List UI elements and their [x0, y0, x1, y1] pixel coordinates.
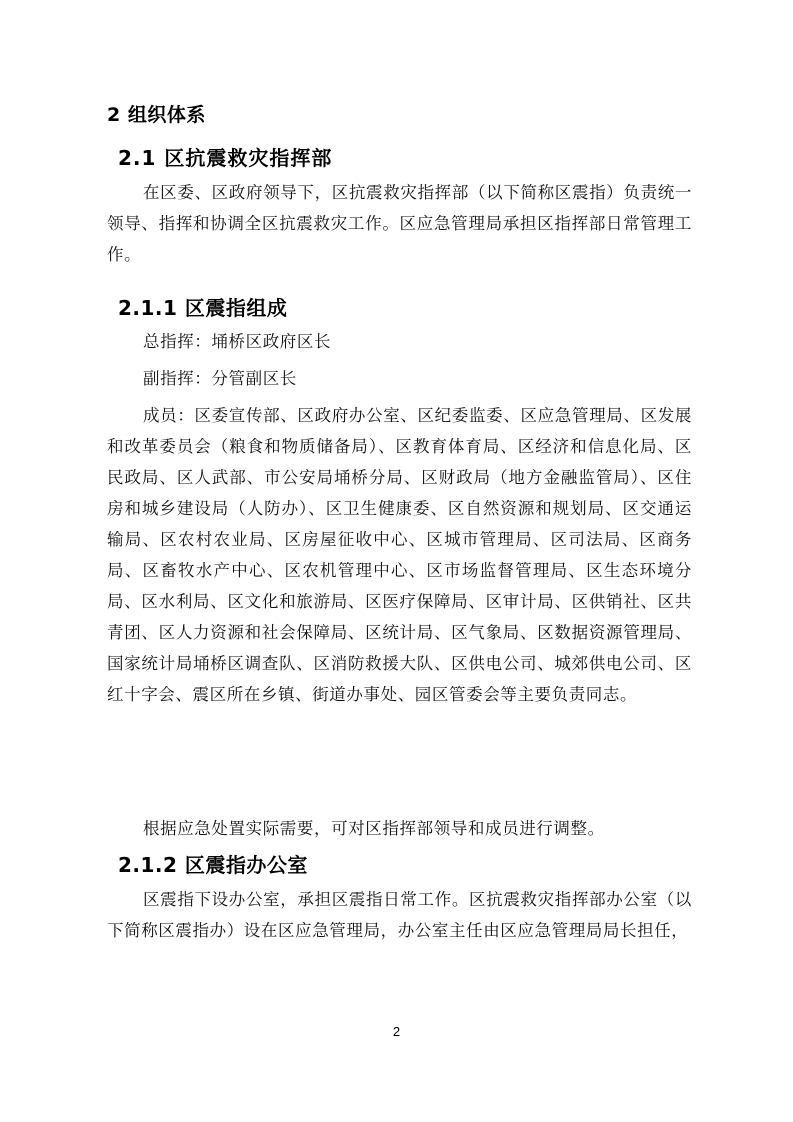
intro-paragraph: 在区委、区政府领导下，区抗震救灾指挥部（以下简称区震指）负责统一领导、指挥和协调全区抗震救灾工作。区应急管理局承担区指挥部日常管理工作。	[107, 183, 692, 264]
deputy-commander-line: 副指挥：分管副区长	[143, 369, 297, 388]
members-paragraph: 成员：区委宣传部、区政府办公室、区纪委监委、区应急管理局、区发展和改革委员会（粮食和物质储备局）、区教育体育局、区经济和信息化局、区民政局、区人武部、市公安局埇桥分局、区财政局（地方金融监管局）、区住房和城乡建设局（人防办）、区卫生健康委、区自然资源和规划局、区交通运输局、区农村农业局、区房屋征收中心、区城市管理局、区司法局、区商务局、区畜牧水产中心、区农机管理中心、区市场监督管理局、区生态环境分局、区水利局、区文化和旅游局、区医疗保障局、区审计局、区供销社、区共青团、区人力资源和社会保障局、区统计局、区气象局、区数据资源管理局、国家统计局埇桥区调查队、区消防救援大队、区供电公司、城郊供电公司、区红十字会、震区所在乡镇、街道办事处、园区管委会等主要负责同志。	[107, 406, 692, 704]
office-heading: 2.1.2 区震指办公室	[118, 853, 308, 877]
adjustment-paragraph: 根据应急处置实际需要，可对区指挥部领导和成员进行调整。	[143, 819, 605, 838]
subsection-heading: 2.1 区抗震救灾指挥部	[118, 146, 333, 170]
composition-heading: 2.1.1 区震指组成	[118, 296, 288, 320]
section-heading: 2 组织体系	[107, 104, 206, 126]
office-paragraph: 区震指下设办公室，承担区震指日常工作。区抗震救灾指挥部办公室（以下简称区震指办）设在区应急管理局，办公室主任由区应急管理局局长担任，	[107, 890, 692, 940]
commander-line: 总指挥：埇桥区政府区长	[143, 332, 332, 351]
page-number: 2	[392, 1024, 401, 1039]
